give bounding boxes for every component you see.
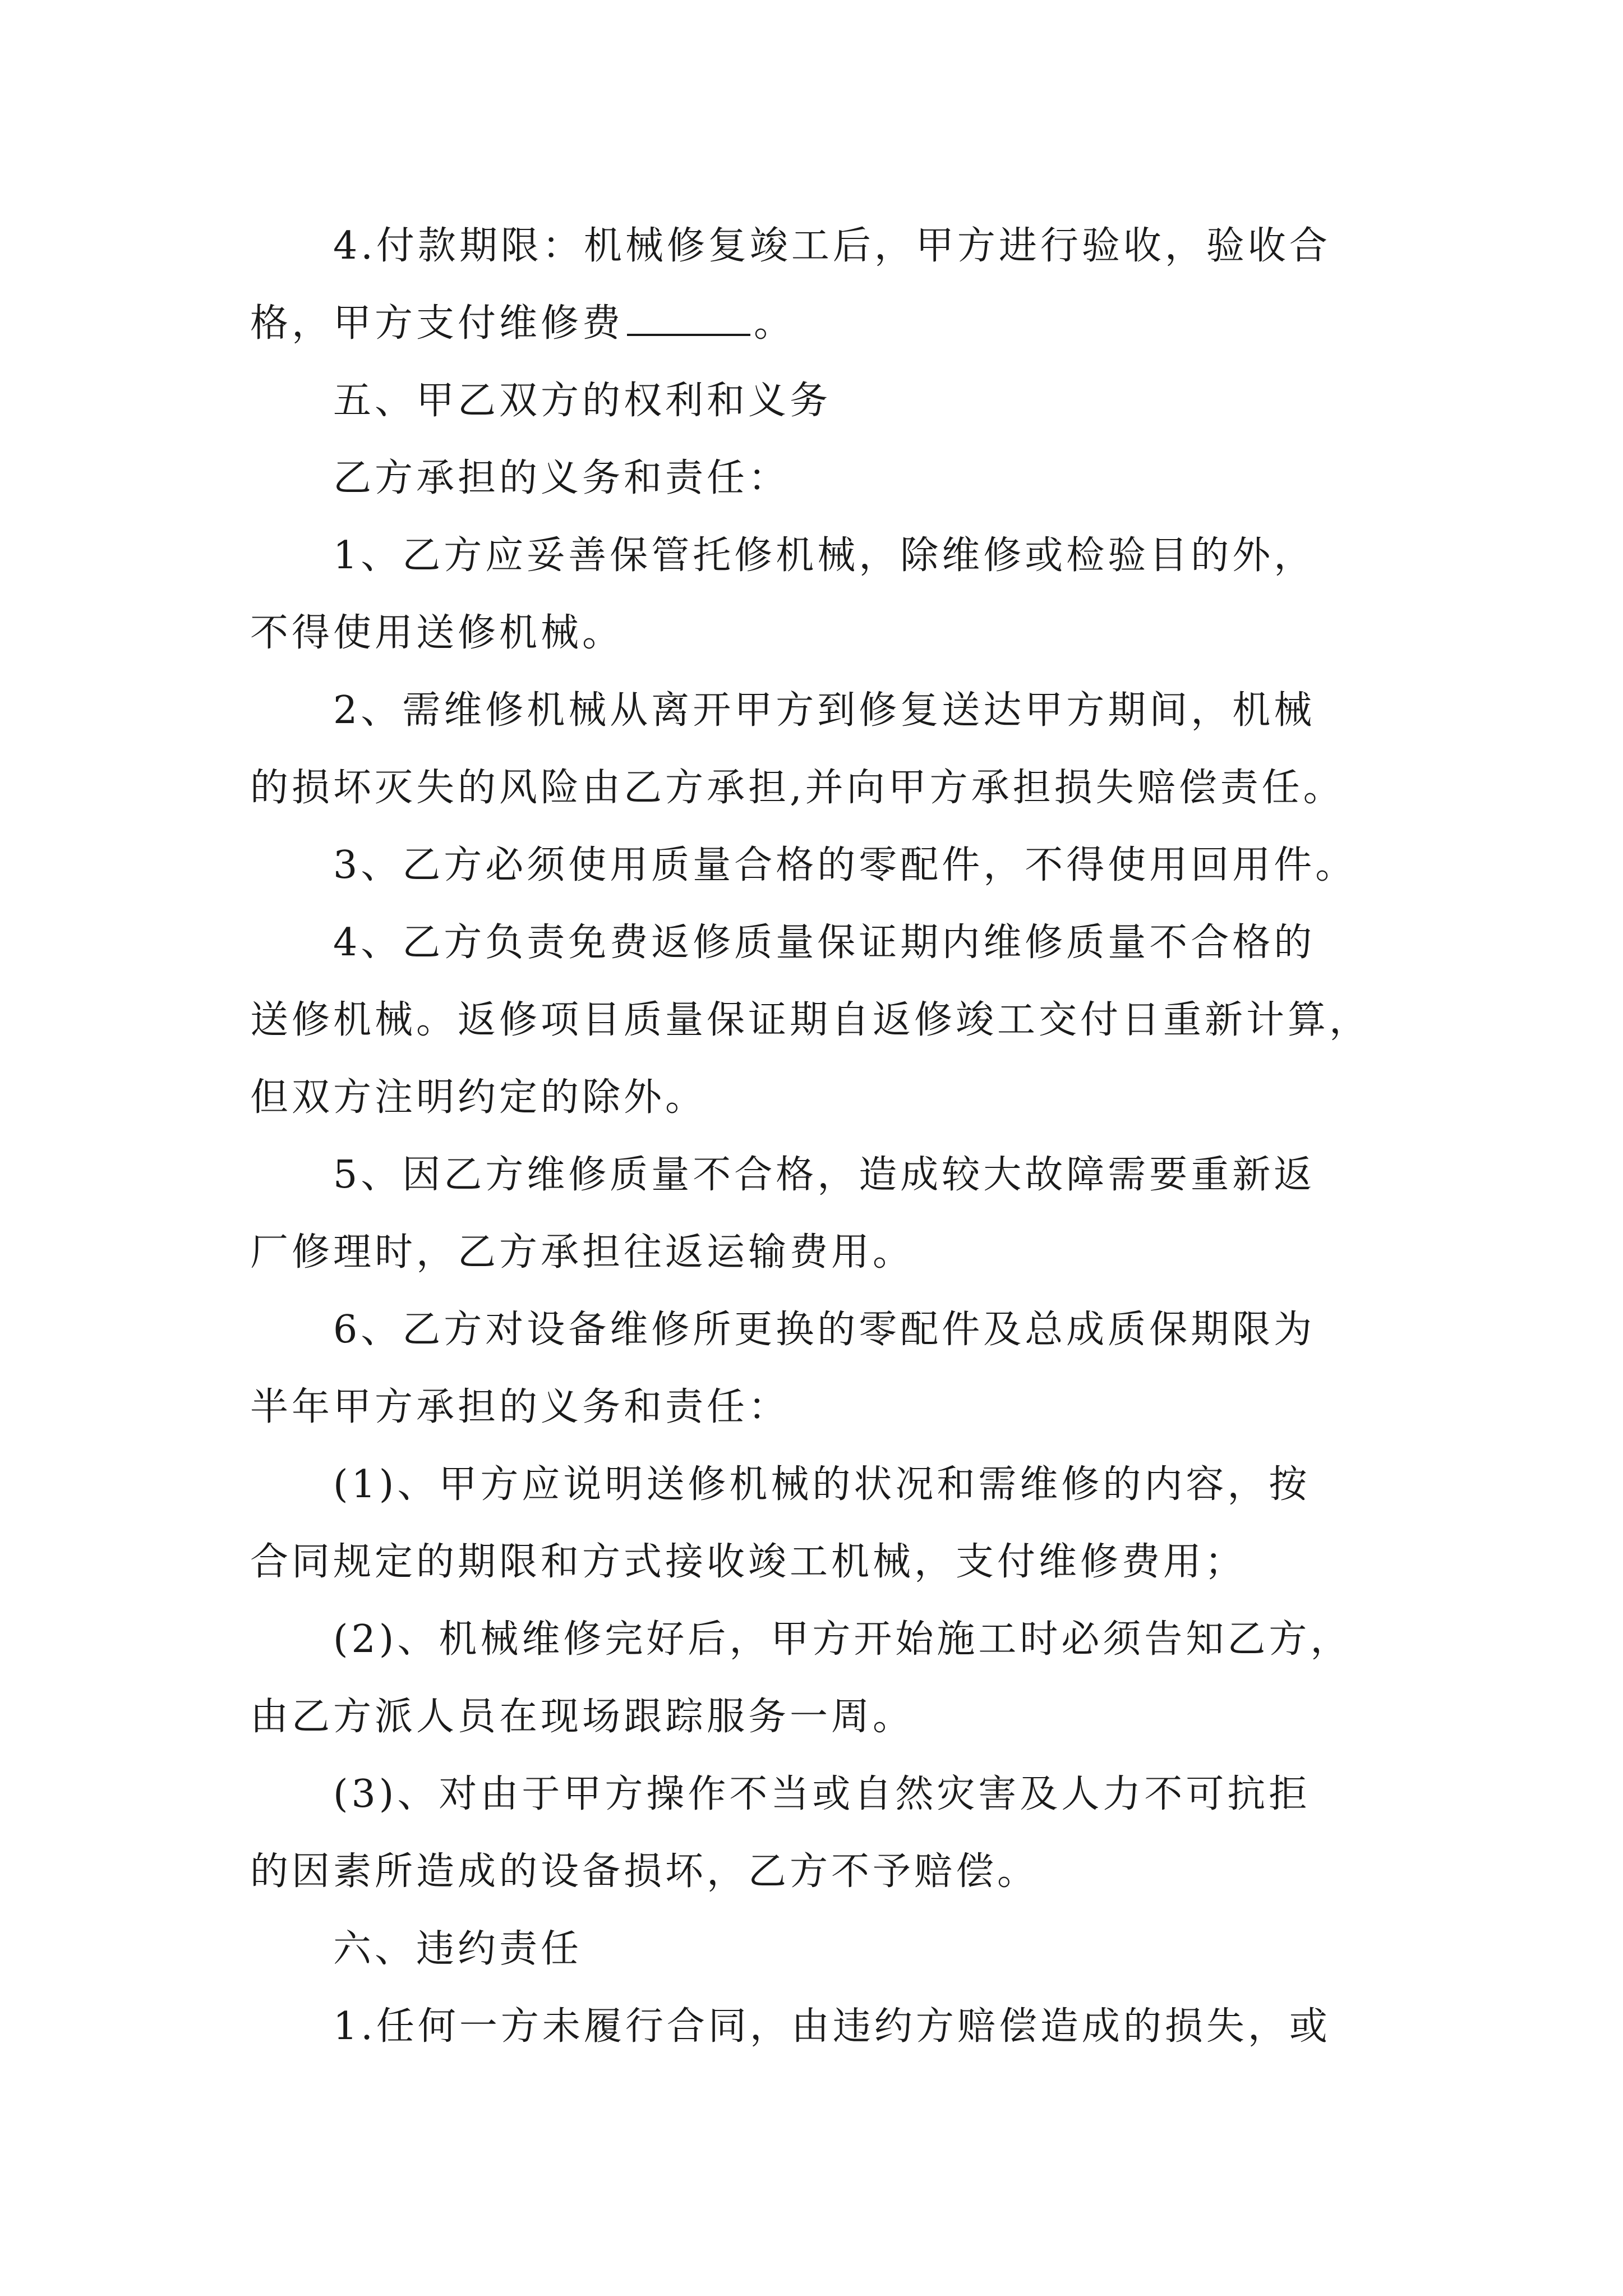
fee-blank-field: [627, 299, 750, 336]
clause-payment-term-text: 格，甲方支付维修费: [250, 301, 624, 346]
clause-payment-term-line-2: [250, 285, 1394, 362]
party-a-item-2-line-2: 由乙方派人员在现场跟踪服务一周。: [250, 1695, 915, 1739]
section-heading-breach-liability: 六、违约责任: [333, 1927, 583, 1971]
clause-payment-term-line-1: 4.付款期限：机械修复竣工后，甲方进行验收，验收合: [333, 224, 1331, 268]
party-a-item-1-line-2: 合同规定的期限和方式接收竣工机械，支付维修费用；: [250, 1540, 1247, 1584]
party-b-item-1-line-1: 1、乙方应妥善保管托修机械，除维修或检验目的外，: [333, 533, 1316, 578]
party-b-item-5-line-2: 厂修理时，乙方承担往返运输费用。: [250, 1230, 915, 1274]
party-b-item-3: 3、乙方必须使用质量合格的零配件，不得使用回用件。: [333, 843, 1357, 887]
party-b-item-2-line-2: 的损坏灭失的风险由乙方承担,并向甲方承担损失赔偿责任。: [250, 766, 1345, 810]
party-b-item-2-line-1: 2、需维修机械从离开甲方到修复送达甲方期间，机械: [333, 688, 1316, 733]
subheading-party-b-obligations: 乙方承担的义务和责任：: [333, 456, 790, 500]
party-b-item-4-line-2: 送修机械。返修项目质量保证期自返修竣工交付日重新计算，: [250, 998, 1371, 1042]
breach-item-1-line-1: 1.任何一方未履行合同，由违约方赔偿造成的损失，或: [333, 2004, 1331, 2049]
party-b-item-1-line-2: 不得使用送修机械。: [250, 611, 624, 655]
party-b-item-6-line-2: 半年甲方承担的义务和责任：: [250, 1385, 790, 1429]
party-a-item-3-line-2: 的因素所造成的设备损坏，乙方不予赔偿。: [250, 1849, 1039, 1894]
party-b-item-6-line-1: 6、乙方对设备维修所更换的零配件及总成质保期限为: [333, 1308, 1316, 1352]
clause-payment-term-end: 。: [754, 301, 796, 346]
section-heading-rights-obligations: 五、甲乙双方的权利和义务: [333, 379, 832, 423]
party-b-item-4-line-3: 但双方注明约定的除外。: [250, 1075, 707, 1120]
party-a-item-1-line-1: (1)、甲方应说明送修机械的状况和需维修的内容，按: [333, 1462, 1311, 1507]
document-body: [250, 208, 1394, 2065]
party-b-item-4-line-1: 4、乙方负责免费返修质量保证期内维修质量不合格的: [333, 921, 1316, 965]
party-a-item-2-line-1: (2)、机械维修完好后，甲方开始施工时必须告知乙方，: [333, 1617, 1352, 1662]
party-b-item-5-line-1: 5、因乙方维修质量不合格，造成较大故障需要重新返: [333, 1153, 1316, 1197]
party-a-item-3-line-1: (3)、对由于甲方操作不当或自然灾害及人力不可抗拒: [333, 1772, 1311, 1816]
